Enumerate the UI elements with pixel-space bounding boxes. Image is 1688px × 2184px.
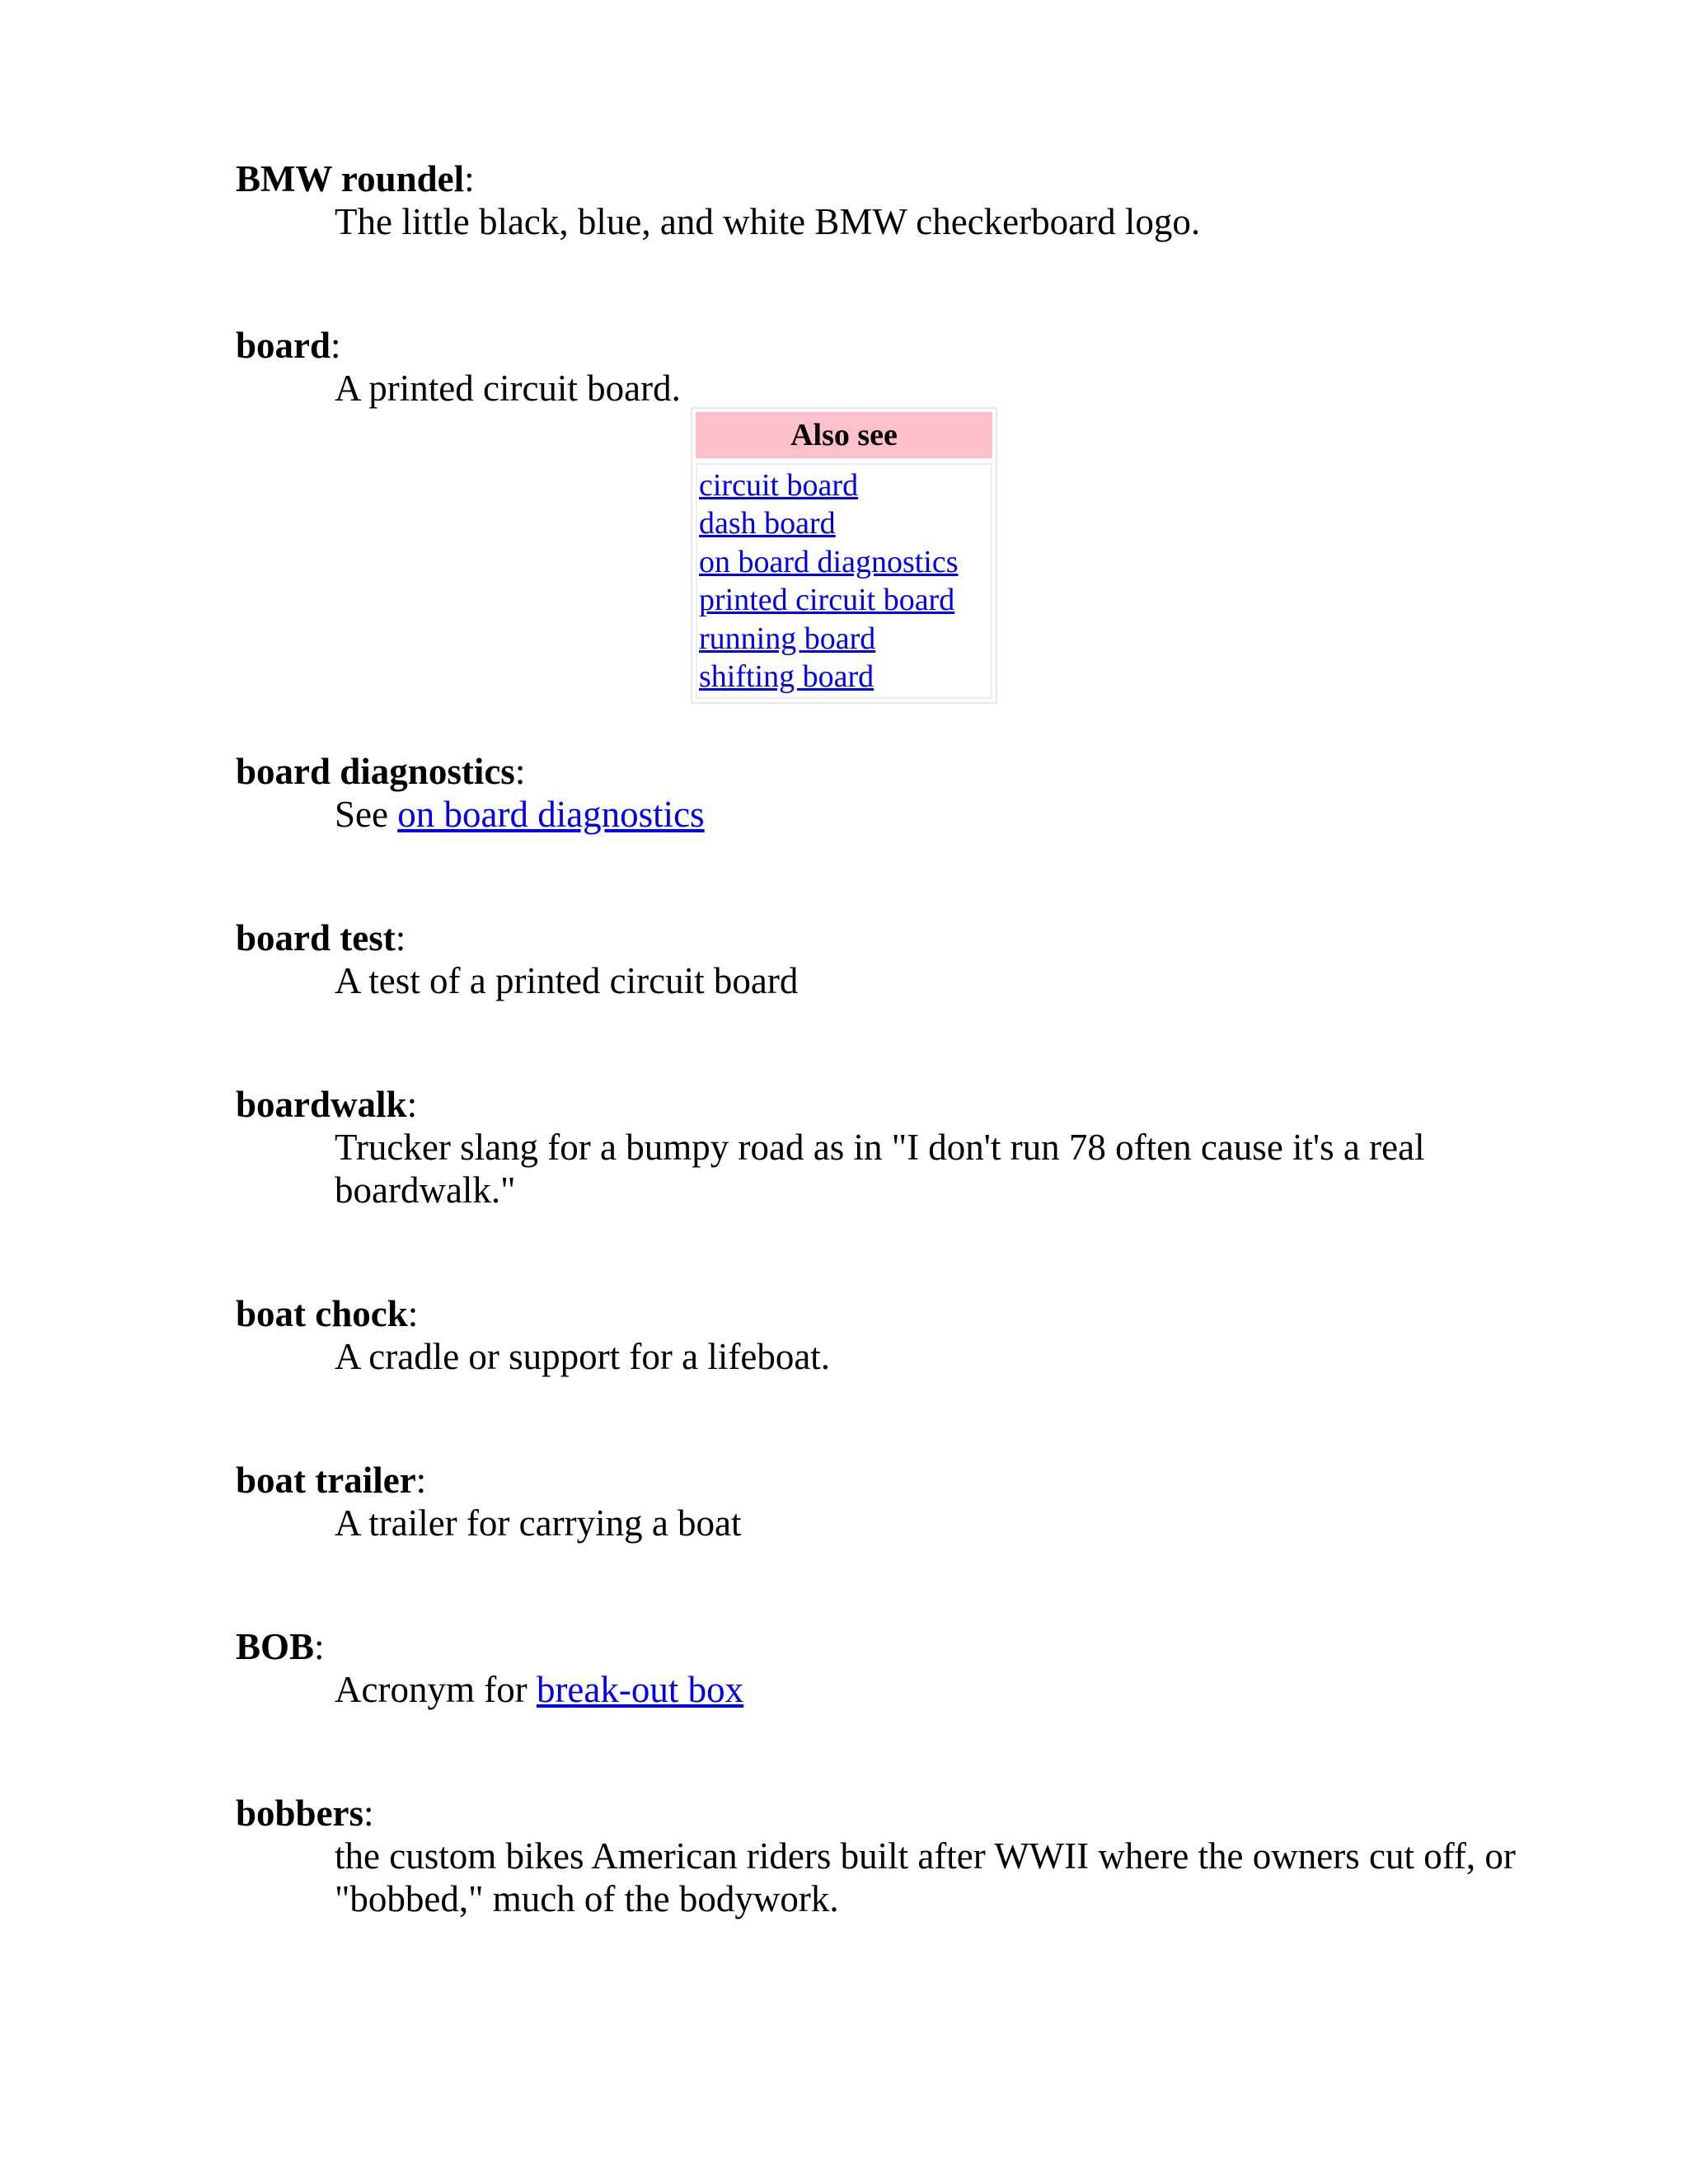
also-see-link-circuit-board[interactable]: circuit board xyxy=(699,468,859,503)
entry-bobbers xyxy=(236,1792,1522,1920)
term-board-test: board test xyxy=(236,917,396,958)
definition xyxy=(335,1668,1522,1711)
term-bmw-roundel: BMW roundel xyxy=(236,158,465,199)
term-bob: BOB xyxy=(236,1626,315,1667)
definition: A cradle or support for a lifeboat. xyxy=(335,1336,831,1377)
term-board: board xyxy=(236,325,331,366)
term-boat-chock: boat chock xyxy=(236,1293,408,1334)
term-heading: BOB: xyxy=(236,1626,325,1667)
also-see-link-dash-board[interactable]: dash board xyxy=(699,506,836,541)
also-see-header: Also see xyxy=(696,412,992,458)
also-see-link-shifting-board[interactable]: shifting board xyxy=(699,659,874,695)
term-boardwalk: boardwalk xyxy=(236,1084,407,1125)
entry-bob xyxy=(236,1625,1522,1711)
also-see-link-on-board-diagnostics[interactable]: on board diagnostics xyxy=(699,544,959,579)
term-heading: BMW roundel: xyxy=(236,158,475,199)
also-see-box xyxy=(691,407,997,704)
also-see-link-running-board[interactable]: running board xyxy=(699,621,876,656)
definition: A trailer for carrying a boat xyxy=(335,1502,742,1544)
term-heading: board: xyxy=(236,325,341,366)
entry-board-test xyxy=(236,916,1522,1002)
entry-board-diagnostics xyxy=(236,750,1522,836)
term-heading: boat chock: xyxy=(236,1293,419,1334)
definition: The little black, blue, and white BMW checkerboard logo. xyxy=(335,201,1201,242)
definition: A test of a printed circuit board xyxy=(335,960,799,1001)
term-heading: boat trailer: xyxy=(236,1460,427,1501)
also-see-list xyxy=(696,463,992,699)
term-board-diagnostics: board diagnostics xyxy=(236,751,515,792)
entry-board xyxy=(236,324,1522,410)
term-heading: board diagnostics: xyxy=(236,751,526,792)
definition: the custom bikes American riders built after WWII where the owners cut off, or "bobbed," much of the bodywork. xyxy=(335,1835,1516,1919)
entry-boat-trailer xyxy=(236,1459,1522,1544)
link-on-board-diagnostics[interactable]: on board diagnostics xyxy=(397,794,705,835)
term-heading: boardwalk: xyxy=(236,1084,418,1125)
entry-boardwalk xyxy=(236,1083,1522,1212)
term-heading: bobbers: xyxy=(236,1793,374,1834)
also-see-link-printed-circuit-board[interactable]: printed circuit board xyxy=(699,583,955,618)
term-boat-trailer: boat trailer xyxy=(236,1460,416,1501)
definition: Trucker slang for a bumpy road as in "I don't run 78 often cause it's a real boardwalk." xyxy=(335,1127,1425,1211)
term-bobbers: bobbers xyxy=(236,1793,364,1834)
definition-prefix: See xyxy=(335,794,398,835)
definition-prefix: Acronym for xyxy=(335,1669,537,1710)
entry-bmw-roundel xyxy=(236,157,1522,243)
definition: A printed circuit board. xyxy=(335,368,681,409)
term-heading: board test: xyxy=(236,917,406,958)
entry-boat-chock xyxy=(236,1292,1522,1378)
definition xyxy=(335,793,1522,836)
link-break-out-box[interactable]: break-out box xyxy=(536,1669,744,1710)
